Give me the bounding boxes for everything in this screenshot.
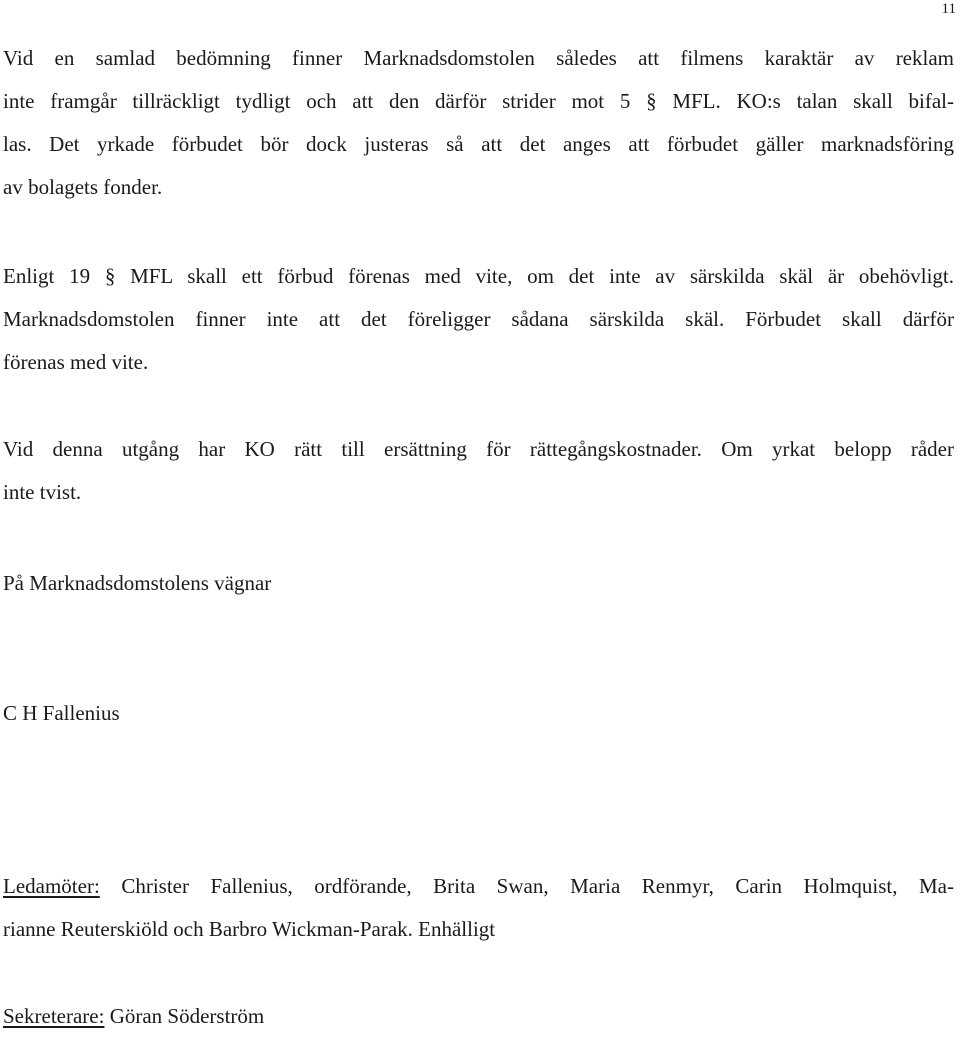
paragraph-costs bbox=[3, 428, 954, 514]
text-line: C H Fallenius bbox=[3, 701, 120, 725]
text-line: Enligt 19 § MFL skall ett förbud förenas med vite, om det inte av särskilda skäl är obehövligt. bbox=[3, 264, 954, 288]
secretary-line bbox=[3, 995, 264, 1038]
members-line bbox=[3, 865, 954, 908]
secretary-paragraph bbox=[3, 995, 264, 1038]
secretary-label: Sekreterare: bbox=[3, 1004, 105, 1028]
page-number: 11 bbox=[941, 1, 956, 17]
text-line: förenas med vite. bbox=[3, 350, 149, 374]
text-line: Vid en samlad bedömning finner Marknadsdomstolen således att filmens karaktär av reklam bbox=[3, 46, 954, 70]
text-line: Marknadsdomstolen finner inte att det föreligger sådana särskilda skäl. Förbudet skall därför bbox=[3, 307, 954, 331]
members-label: Ledamöter: bbox=[3, 874, 100, 898]
members-names: Christer Fallenius, ordförande, Brita Swan, Maria Renmyr, Carin Holmquist, Ma- bbox=[99, 874, 954, 898]
text-line: las. Det yrkade förbudet bör dock justeras så att det anges att förbudet gäller marknadsföring bbox=[3, 132, 954, 156]
text-line: av bolagets fonder. bbox=[3, 175, 163, 199]
paragraph-fine bbox=[3, 255, 954, 384]
text-line: rianne Reuterskiöld och Barbro Wickman-Parak. Enhälligt bbox=[3, 917, 496, 941]
on-behalf-line bbox=[3, 562, 271, 605]
text-line: inte tvist. bbox=[3, 480, 82, 504]
text-line: inte framgår tillräckligt tydligt och att den därför strider mot 5 § MFL. KO:s talan skall bifal- bbox=[3, 89, 954, 113]
text-line: På Marknadsdomstolens vägnar bbox=[3, 571, 272, 595]
secretary-name: Göran Söderström bbox=[104, 1004, 265, 1028]
text-line: Vid denna utgång har KO rätt till ersättning för rättegångskostnader. Om yrkat belopp råder bbox=[3, 437, 954, 461]
signatory-name bbox=[3, 692, 120, 735]
members-paragraph bbox=[3, 865, 954, 951]
paragraph-judgment bbox=[3, 37, 954, 209]
